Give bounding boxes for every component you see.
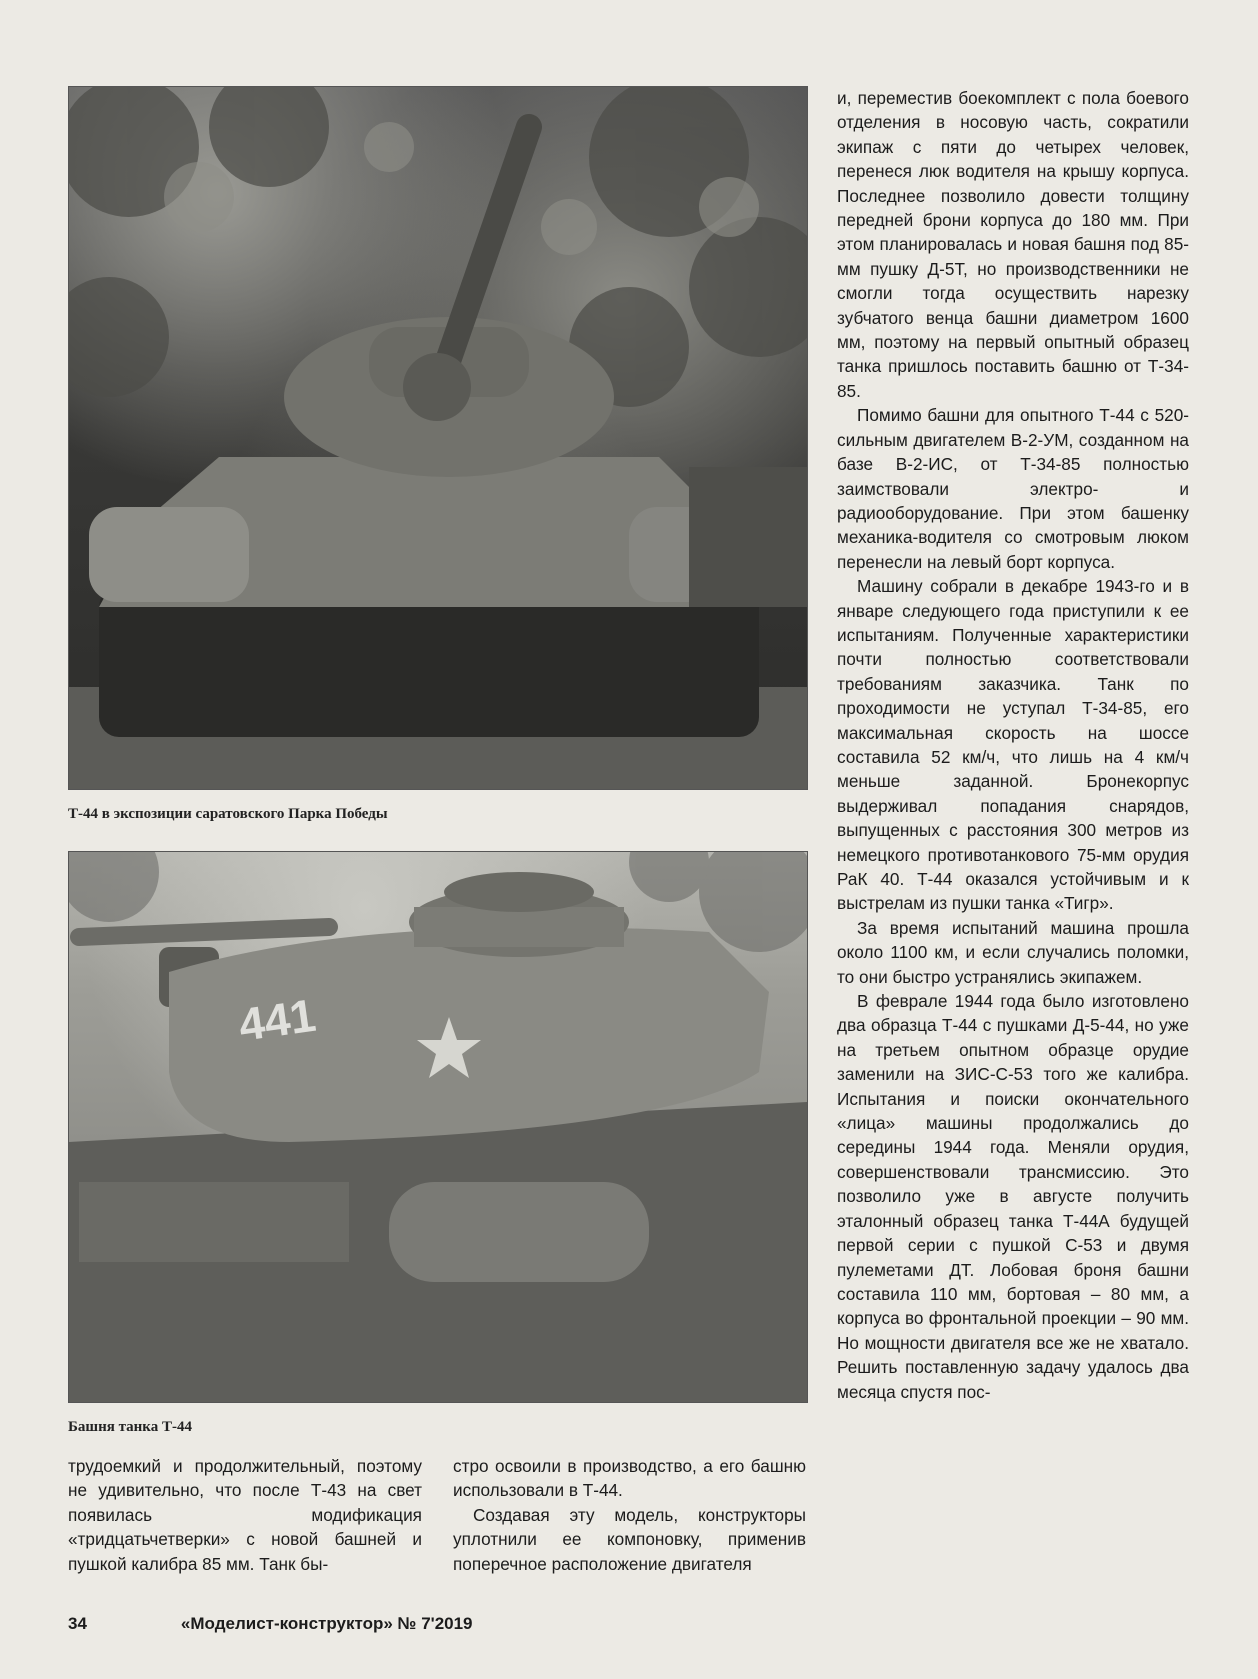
article-column-right bbox=[837, 86, 1189, 1404]
figure-caption-1: Т-44 в экспозиции саратовского Парка Победы bbox=[68, 806, 388, 822]
photo-t44-turret bbox=[68, 851, 808, 1403]
figure-caption-2: Башня танка Т-44 bbox=[68, 1419, 192, 1435]
article-column-bottom-middle bbox=[453, 1454, 806, 1576]
paragraph: Создавая эту модель, конструкторы уплотнили ее компоновку, применив поперечное расположение двигателя bbox=[453, 1504, 806, 1574]
turret-number: 441 bbox=[235, 988, 319, 1051]
magazine-title: «Моделист-конструктор» № 7'2019 bbox=[180, 1614, 473, 1633]
paragraph: трудоемкий и продолжительный, поэтому не удивительно, что после Т-43 на свет появилась модификация «тридцатьчетверки» с новой башней и пушкой калибра 85 мм. Танк бы- bbox=[68, 1456, 422, 1574]
paragraph: и, переместив боекомплект с пола боевого отделения в носовую часть, сократили экипаж с пяти до четырех человек, перенеся люк водителя на крышу корпуса. Последнее позволило довести толщину передней брони корпуса до 180 мм. При этом планировалась и новая башня под 85-мм пушку Д-5Т, но производственники не смогли тогда осуществить нарезку зубчатого венца башни диаметром 1600 мм, поэтому на первый опытный образец танка пришлось поставить башню от Т-34-85. bbox=[837, 88, 1189, 401]
paragraph: стро освоили в производство, а его башню использовали в Т-44. bbox=[453, 1456, 806, 1501]
paragraph: В феврале 1944 года было изготовлено два образца Т-44 с пушками Д-5-44, но уже на третьем опытном образце орудие заменили на ЗИС-С-53 того же калибра. Испытания и поиски окончательного «лица» машины продолжались до середины 1944 года. Меняли орудия, совершенствовали трансмиссию. Это позволило уже в августе получить эталонный образец танка Т-44А будущей первой серии с пушкой С-53 и двумя пулеметами ДТ. Лобовая броня башни составила 110 мм, бортовая – 80 мм, а корпуса во фронтальной проекции – 90 мм. Но мощности двигателя все же не хватало. Решить поставленную задачу удалось два месяца спустя пос- bbox=[837, 991, 1189, 1402]
article-column-bottom-left bbox=[68, 1454, 422, 1576]
paragraph: Помимо башни для опытного Т-44 с 520-сильным двигателем В-2-УМ, созданном на базе В-2-ИС, от Т-34-85 полностью заимствовали электро- и радиооборудование. При этом башенку механика-водителя со смотровым люком перенесли на левый борт корпуса. bbox=[837, 405, 1189, 572]
tank-front-illustration bbox=[69, 87, 807, 789]
page-number: 34 bbox=[68, 1614, 87, 1633]
photo-t44-front bbox=[68, 86, 808, 790]
paragraph: За время испытаний машина прошла около 1100 км, и если случались поломки, то они быстро устранялись экипажем. bbox=[837, 917, 1189, 987]
page-footer bbox=[68, 1614, 473, 1634]
paragraph: Машину собрали в декабре 1943-го и в январе следующего года приступили к ее испытаниям. Полученные характеристики почти полностью соответствовали требованиям заказчика. Танк по проходимости не уступал Т-34-85, его максимальная скорость на шоссе составила 52 км/ч, что лишь на 4 км/ч меньше заданной. Бронекорпус выдерживал попадания снарядов, выпущенных с расстояния 300 метров из немецкого противотанкового 75-мм орудия РаК 40. Т-44 оказался устойчивым и к выстрелам из пушки танка «Тигр». bbox=[837, 576, 1189, 914]
tank-turret-illustration bbox=[69, 852, 807, 1402]
